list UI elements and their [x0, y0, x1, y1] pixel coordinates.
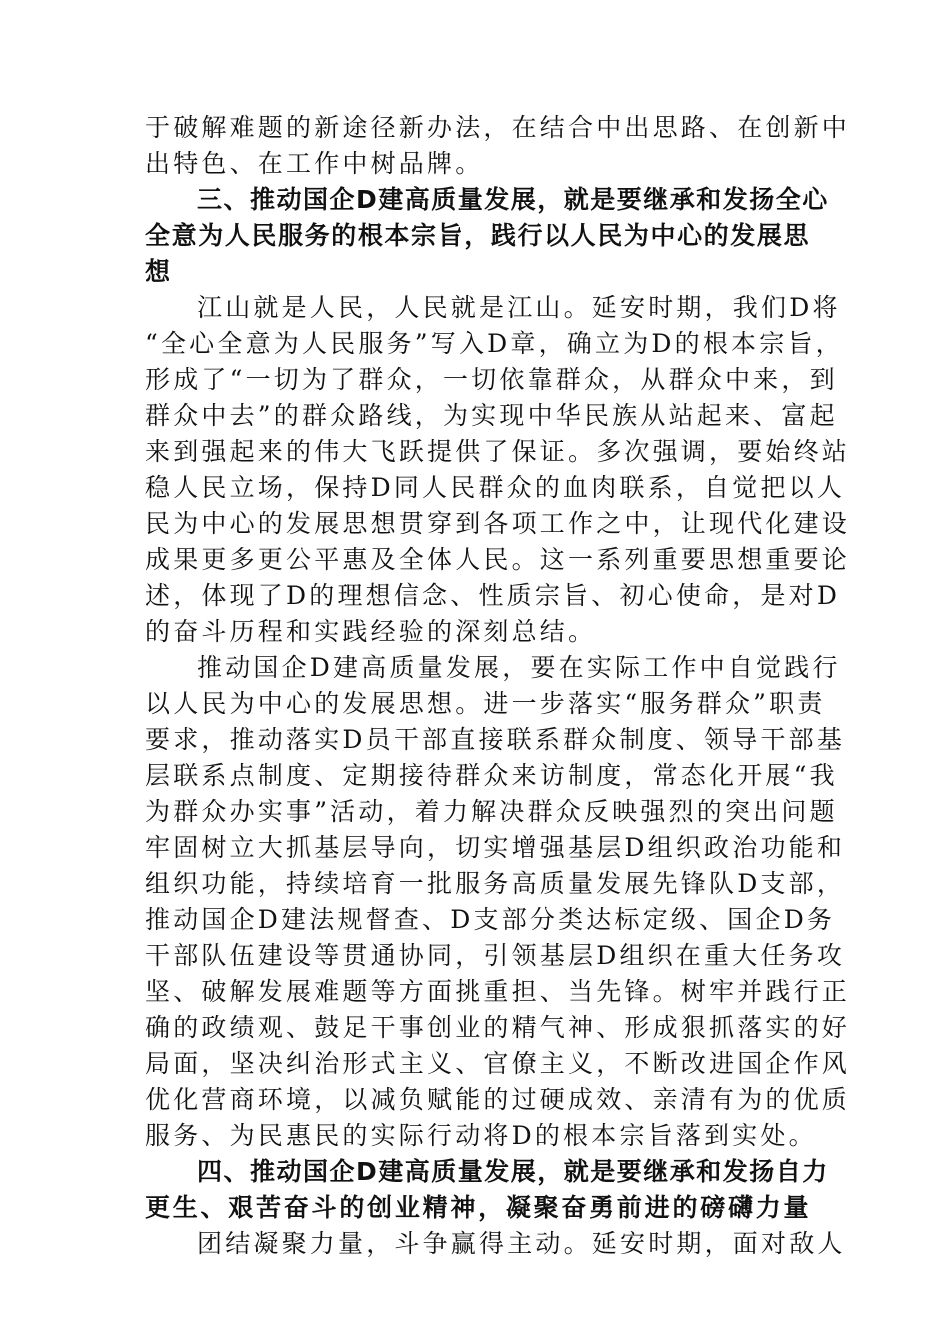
- text-line: 要求，推动落实D员干部直接联系群众制度、领导干部基: [145, 725, 846, 754]
- text-line: 成果更多更公平惠及全体人民。这一系列重要思想重要论: [145, 545, 851, 574]
- text-line: 稳人民立场，保持D同人民群众的血肉联系，自觉把以人: [145, 473, 846, 502]
- text-line: 出特色、在工作中树品牌。: [145, 149, 484, 178]
- paragraph-continuation: [145, 110, 851, 182]
- text-line: 民为中心的发展思想贯穿到各项工作之中，让现代化建设: [145, 509, 851, 538]
- paragraph-unity: [145, 1226, 846, 1262]
- text-line: 述，体现了D的理想信念、性质宗旨、初心使命，是对D: [145, 581, 841, 610]
- text-line: 牢固树立大抓基层导向，切实增强基层D组织政治功能和: [145, 833, 846, 862]
- text-line: 层联系点制度、定期接待群众来访制度，常态化开展“我: [145, 761, 838, 790]
- heading-line: 全意为人民服务的根本宗旨，践行以人民为中心的发展思: [145, 221, 810, 250]
- text-line: 群众中去”的群众路线，为实现中华民族从站起来、富起: [145, 401, 838, 430]
- document-page: [145, 110, 851, 1262]
- section-heading-3: [145, 182, 829, 290]
- text-line: 推动国企D建法规督查、D支部分类达标定级、国企D务: [145, 905, 836, 934]
- text-line: 以人民为中心的发展思想。进一步落实“服务群众”职责: [145, 689, 826, 718]
- text-line: 确的政绩观、鼓足干事创业的精气神、形成狠抓落实的好: [145, 1013, 851, 1042]
- text-line: 于破解难题的新途径新办法，在结合中出思路、在创新中: [145, 113, 851, 142]
- paragraph-people: [145, 290, 851, 650]
- text-line: 推动国企D建高质量发展，要在实际工作中自觉践行: [197, 653, 841, 682]
- text-line: 为群众办实事”活动，着力解决群众反映强烈的突出问题: [145, 797, 838, 826]
- text-line: 坚、破解发展难题等方面挑重担、当先锋。树牢并践行正: [145, 977, 851, 1006]
- text-line: 来到强起来的伟大飞跃提供了保证。多次强调，要始终站: [145, 437, 851, 466]
- heading-line: 想: [145, 257, 172, 286]
- text-line: 服务、为民惠民的实际行动将D的根本宗旨落到实处。: [145, 1121, 817, 1150]
- heading-line: 四、推动国企D建高质量发展，就是要继承和发扬自力: [197, 1157, 829, 1186]
- heading-line: 三、推动国企D建高质量发展，就是要继承和发扬全心: [197, 185, 829, 214]
- text-line: 江山就是人民，人民就是江山。延安时期，我们D将: [197, 293, 841, 322]
- text-line: 组织功能，持续培育一批服务高质量发展先锋队D支部，: [145, 869, 846, 898]
- text-line: 局面，坚决纠治形式主义、官僚主义，不断改进国企作风: [145, 1049, 851, 1078]
- text-line: 优化营商环境，以减负赋能的过硬成效、亲清有为的优质: [145, 1085, 851, 1114]
- text-line: 团结凝聚力量，斗争赢得主动。延安时期，面对敌人: [197, 1229, 846, 1258]
- text-line: 形成了“一切为了群众，一切依靠群众，从群众中来，到: [145, 365, 838, 394]
- section-heading-4: [145, 1154, 829, 1226]
- paragraph-practice: [145, 650, 851, 1154]
- text-line: 干部队伍建设等贯通协同，引领基层D组织在重大任务攻: [145, 941, 846, 970]
- heading-line: 更生、艰苦奋斗的创业精神，凝聚奋勇前进的磅礴力量: [145, 1193, 810, 1222]
- text-line: 的奋斗历程和实践经验的深刻总结。: [145, 617, 597, 646]
- text-line: “全心全意为人民服务”写入D章，确立为D的根本宗旨，: [145, 329, 844, 358]
